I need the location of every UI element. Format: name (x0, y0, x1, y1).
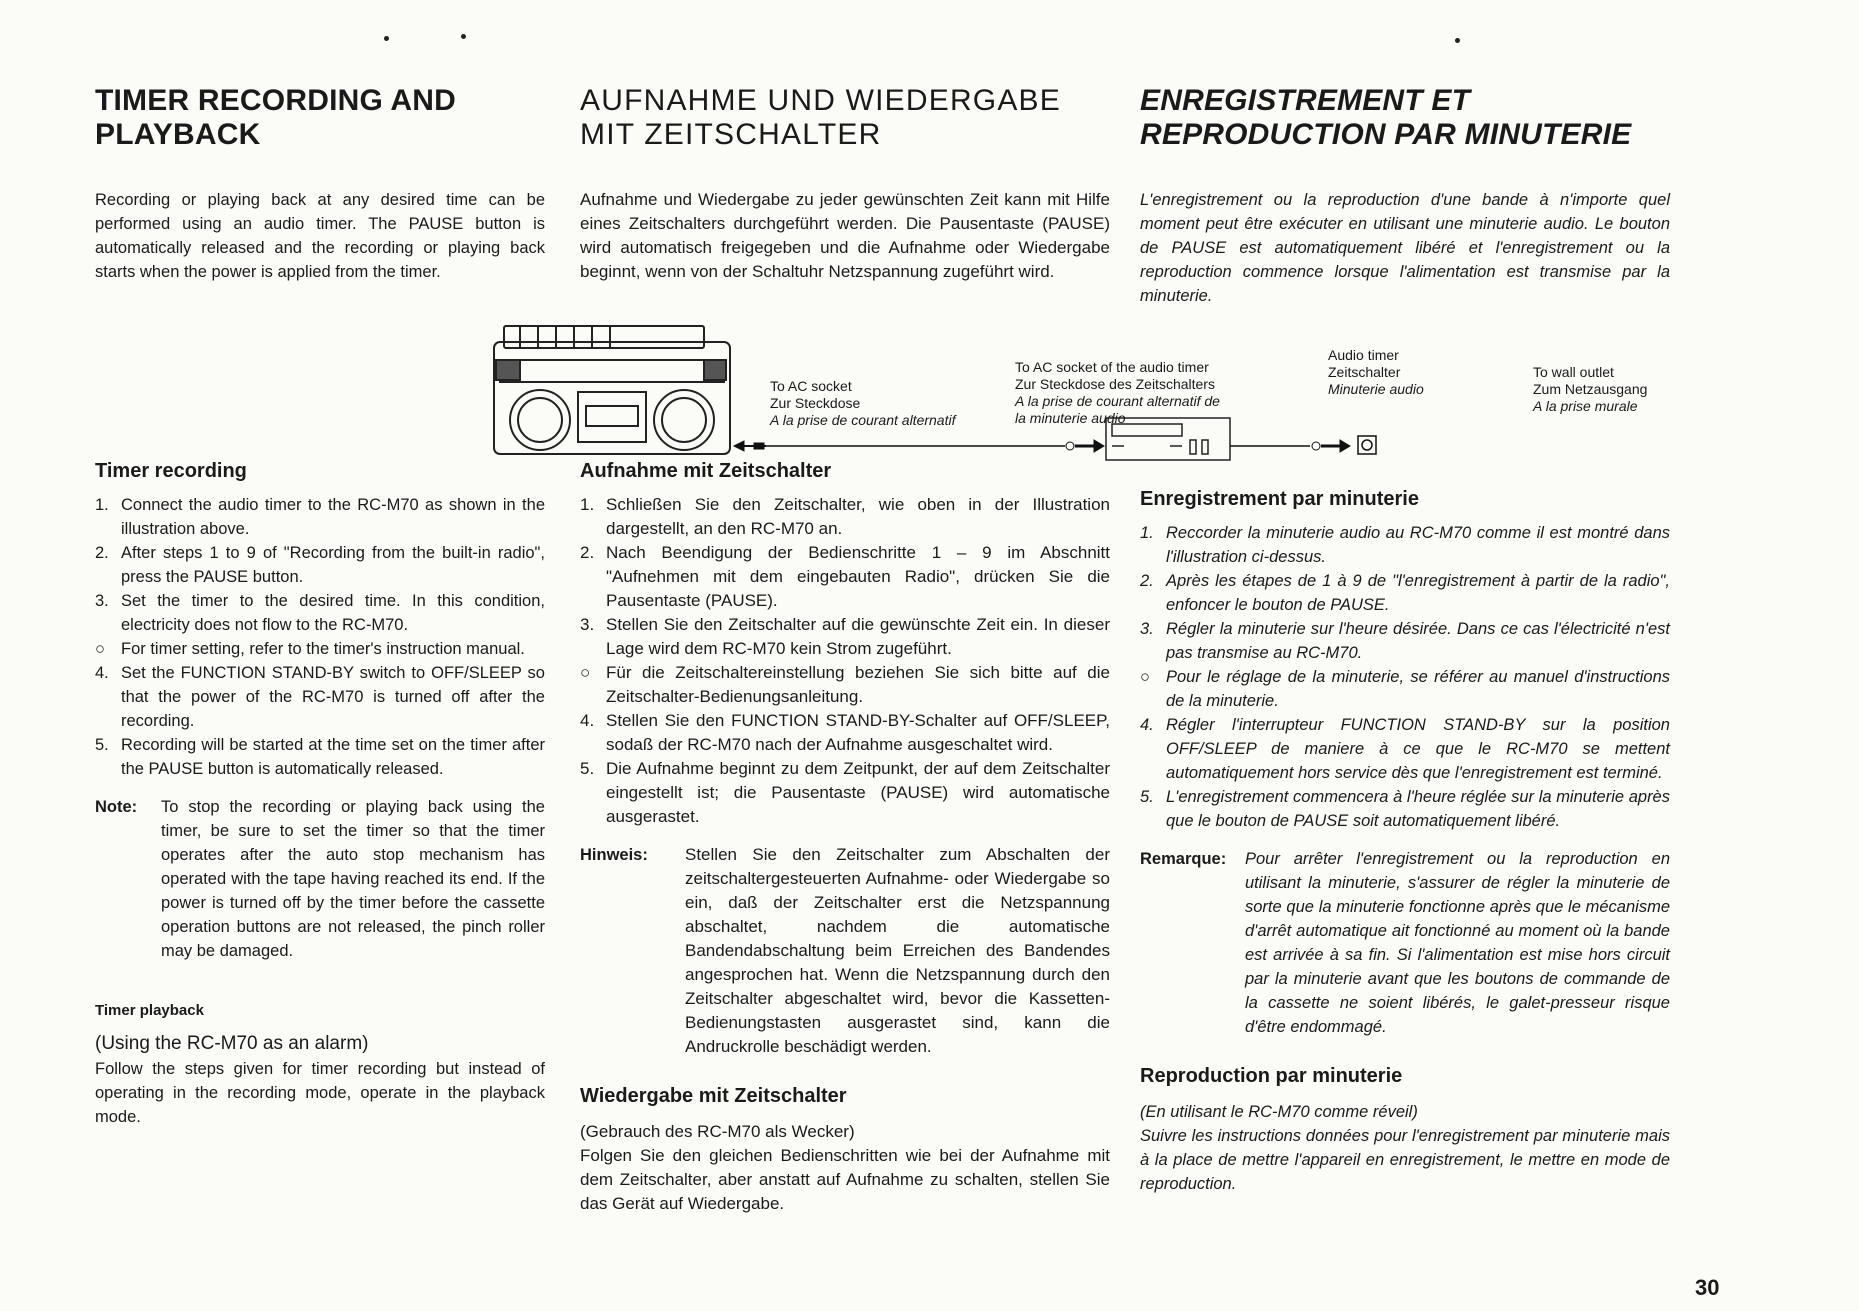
list-item: 5. Die Aufnahme beginnt zu dem Zeitpunkt, der auf dem Zeitschalter eingestellt ist; die Pausentaste (PAUSE) wird automatische ausgerastet. (580, 759, 1110, 826)
french-column (1140, 84, 1670, 1196)
french-title: ENREGISTREMENT ET REPRODUCTION PAR MINUTERIE (1140, 84, 1632, 151)
french-playback-sub: (En utilisant le RC-M70 comme réveil) (1140, 1103, 1418, 1121)
list-item: 4. Set the FUNCTION STAND-BY switch to OFF/SLEEP so that the power of the RC-M70 is turned off after the recording. (95, 664, 545, 730)
german-steps (580, 493, 1110, 829)
french-steps (1140, 521, 1670, 833)
label-wall-outlet: To wall outlet Zum Netzausgang A la prise murale (1533, 364, 1648, 414)
english-steps (95, 493, 545, 781)
list-item: ○ Für die Zeitschaltereinstellung beziehen Sie sich bitte auf die Zeitschalter-Bedienungsanleitung. (580, 663, 1110, 706)
note-label: Note: (95, 798, 138, 816)
note-label: Remarque: (1140, 850, 1227, 868)
german-intro: Aufnahme und Wiedergabe zu jeder gewünschten Zeit kann mit Hilfe eines Zeitschalters durchgeführt werden. Die Pausentaste (PAUSE) wird automatisch freigegeben und die Aufnahme oder Wiedergabe beginnt, wenn von der Schaltuhr Netzspannung zugeführt wird. (580, 190, 1110, 281)
label-timer-socket: To AC socket of the audio timer Zur Steckdose des Zeitschalters A la prise de courant alternatif de la minuterie audio (1015, 359, 1220, 426)
scan-mark (1455, 38, 1460, 43)
german-column (580, 84, 1110, 1216)
german-recording-heading: Aufnahme mit Zeitschalter (580, 460, 832, 482)
list-item: 4. Stellen Sie den FUNCTION STAND-BY-Schalter auf OFF/SLEEP, sodaß der RC-M70 nach der Aufnahme ausgeschaltet wird. (580, 711, 1110, 754)
german-note (580, 843, 1110, 1059)
note-text: To stop the recording or playing back using the timer, be sure to set the timer so that the timer operates after the auto stop mechanism has operated with the tape having reached its end. If the power is turned off by the timer before the cassette operation buttons are not released, the pinch roller may be damaged. (161, 798, 545, 960)
plug-icon (1312, 440, 1350, 452)
list-item: 1. Connect the audio timer to the RC-M70 as shown in the illustration above. (95, 496, 545, 538)
german-title: AUFNAHME UND WIEDERGABE MIT ZEITSCHALTER (580, 84, 1061, 151)
scan-mark (384, 36, 389, 41)
radio-cassette-icon (494, 326, 730, 454)
english-playback-sub: (Using the RC-M70 as an alarm) (95, 1033, 369, 1054)
english-playback-heading: Timer playback (95, 1002, 204, 1019)
english-title: TIMER RECORDING AND PLAYBACK (95, 84, 457, 151)
list-item: ○ For timer setting, refer to the timer's instruction manual. (95, 640, 525, 658)
english-playback-text: Follow the steps given for timer recording but instead of operating in the recording mode, operate in the playback mode. (95, 1060, 545, 1126)
ac-plug-icon (734, 441, 766, 451)
list-item: 3. Stellen Sie den Zeitschalter auf die gewünschte Zeit ein. In dieser Lage wird dem RC-M70 kein Strom zugeführt. (580, 615, 1110, 658)
french-playback-heading: Reproduction par minuterie (1140, 1065, 1403, 1087)
list-item: 3. Set the timer to the desired time. In this condition, electricity does not flow to the RC-M70. (95, 592, 545, 634)
list-item: 1. Schließen Sie den Zeitschalter, wie oben in der Illustration dargestellt, an den RC-M70 an. (580, 495, 1110, 538)
german-playback-text: Folgen Sie den gleichen Bedienschritten wie bei der Aufnahme mit dem Zeitschalter, aber anstatt auf Aufnahme zu schalten, stellen Sie das Gerät auf Wiedergabe. (580, 1146, 1110, 1213)
list-item: 3. Régler la minuterie sur l'heure désirée. Dans ce cas l'électricité n'est pas transmise au RC-M70. (1140, 620, 1670, 662)
list-item: 1. Reccorder la minuterie audio au RC-M70 comme il est montré dans l'illustration ci-dessus. (1140, 524, 1670, 566)
list-item: 2. Après les étapes de 1 à 9 de "l'enregistrement à partir de la radio", enfoncer le bouton de PAUSE. (1140, 572, 1670, 614)
english-note (95, 795, 545, 963)
note-text: Pour arrêter l'enregistrement ou la reproduction en utilisant la minuterie, s'assurer de régler la minuterie de sorte que la minuterie fonctionne après que le mécanisme d'arrêt automatique ait fonctionné au moment où la bande est arrivée à sa fin. Si l'alimentation est mise hors circuit par la minuterie avant que les boutons de commande de la cassette ne soient libérés, le galet-presseur risque d'être endommagé. (1245, 850, 1670, 1036)
label-ac-socket: To AC socket Zur Steckdose A la prise de courant alternatif (770, 378, 956, 428)
german-playback-sub: (Gebrauch des RC-M70 als Wecker) (580, 1122, 855, 1141)
label-audio-timer: Audio timer Zeitschalter Minuterie audio (1328, 347, 1424, 397)
french-playback-text: Suivre les instructions données pour l'enregistrement par minuterie mais à la place de mettre l'appareil en enregistrement, le mettre en mode de reproduction. (1140, 1127, 1670, 1193)
french-recording-heading: Enregistrement par minuterie (1140, 488, 1419, 510)
note-text: Stellen Sie den Zeitschalter zum Abschalten der zeitschaltergesteuerten Aufnahme- oder Wiedergabe so ein, daß der Zeitschalter erst die Netzspannung abschaltet, nachdem die automatische Bandendabschaltung beim Erreichen des Bandendes angesprochen hat. Wenn die Netzspannung durch den Zeitschalter abgeschaltet wird, bevor die Kassetten-Bedienungstasten ausgerastet sind, kann die Andruckrolle beschädigt werden. (685, 845, 1110, 1056)
connection-illustration (490, 322, 1830, 462)
french-intro: L'enregistrement ou la reproduction d'une bande à n'importe quel moment peut être exécuter en utilisant une minuterie audio. Le bouton de PAUSE est automatiquement libéré et l'enregistrement ou la reproduction commence lorsque l'alimentation est transmise par la minuterie. (1140, 191, 1670, 305)
german-playback-heading: Wiedergabe mit Zeitschalter (580, 1085, 847, 1107)
list-item: ○ Pour le réglage de la minuterie, se référer au manuel d'instructions de la minuterie. (1140, 668, 1670, 710)
list-item: 2. After steps 1 to 9 of "Recording from the built-in radio", press the PAUSE button. (95, 544, 545, 586)
english-intro: Recording or playing back at any desired time can be performed using an audio timer. The PAUSE button is automatically released and the recording or playing back starts when the power is applied from the timer. (95, 191, 545, 281)
list-item: 5. Recording will be started at the time set on the timer after the PAUSE button is automatically released. (95, 736, 545, 778)
list-item: 2. Nach Beendigung der Bedienschritte 1 – 9 im Abschnitt "Aufnehmen mit dem eingebauten Radio", drücken Sie die Pausentaste (PAUSE). (580, 543, 1110, 610)
list-item: 4. Régler l'interrupteur FUNCTION STAND-BY sur la position OFF/SLEEP de maniere à ce que le RC-M70 se mettent automatiquement hors service dès que l'enregistrement est terminé. (1140, 716, 1670, 782)
list-item: 5. L'enregistrement commencera à l'heure réglée sur la minuterie après que le bouton de PAUSE soit automatiquement libéré. (1140, 788, 1670, 830)
wall-outlet-icon (1358, 436, 1376, 454)
english-recording-heading: Timer recording (95, 460, 247, 482)
scan-mark (461, 34, 466, 39)
page-number: 30 (1695, 1275, 1720, 1300)
note-label: Hinweis: (580, 846, 648, 864)
english-column (95, 84, 545, 1129)
french-note (1140, 847, 1670, 1039)
plug-icon (1066, 440, 1104, 452)
